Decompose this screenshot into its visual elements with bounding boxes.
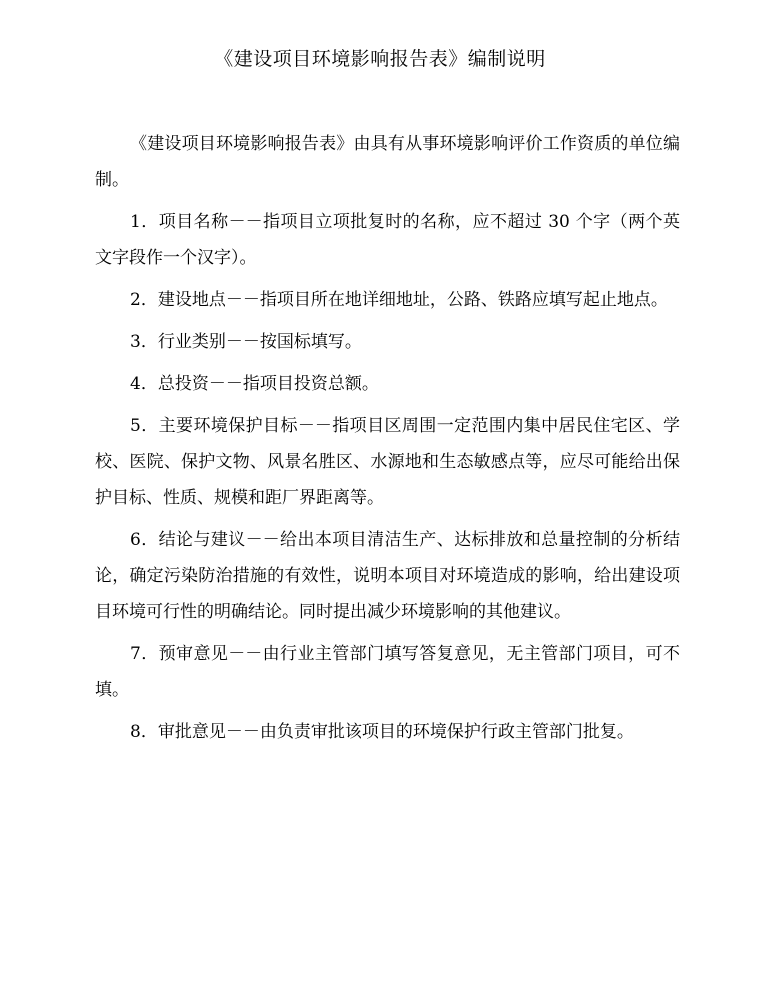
item-approval-opinion: 8．审批意见－－由负责审批该项目的环境保护行政主管部门批复。 — [130, 722, 634, 742]
item-total-investment: 4．总投资－－指项目投资总额。 — [130, 374, 379, 394]
document-body — [95, 126, 680, 756]
intro-paragraph: 《建设项目环境影响报告表》由具有从事环境影响评价工作资质的单位编制。 — [95, 134, 680, 190]
item-industry-category: 3．行业类别－－按国标填写。 — [130, 332, 362, 352]
item-conclusion-suggestions: 6．结论与建议－－给出本项目清洁生产、达标排放和总量控制的分析结论，确定污染防治措施的有效性，说明本项目对环境造成的影响，给出建设项目环境可行性的明确结论。同时提出减少环境影响的其他建议。 — [95, 530, 680, 622]
item-preliminary-review: 7．预审意见－－由行业主管部门填写答复意见，无主管部门项目，可不填。 — [95, 644, 680, 700]
item-project-name: 1．项目名称－－指项目立项批复时的名称，应不超过 30 个字（两个英文字段作一个汉字）。 — [95, 212, 680, 268]
item-protection-targets: 5．主要环境保护目标－－指项目区周围一定范围内集中居民住宅区、学校、医院、保护文物、风景名胜区、水源地和生态敏感点等，应尽可能给出保护目标、性质、规模和距厂界距离等。 — [95, 416, 680, 508]
document-title: 《建设项目环境影响报告表》编制说明 — [214, 48, 546, 70]
item-construction-location: 2．建设地点－－指项目所在地详细地址，公路、铁路应填写起止地点。 — [130, 290, 668, 310]
